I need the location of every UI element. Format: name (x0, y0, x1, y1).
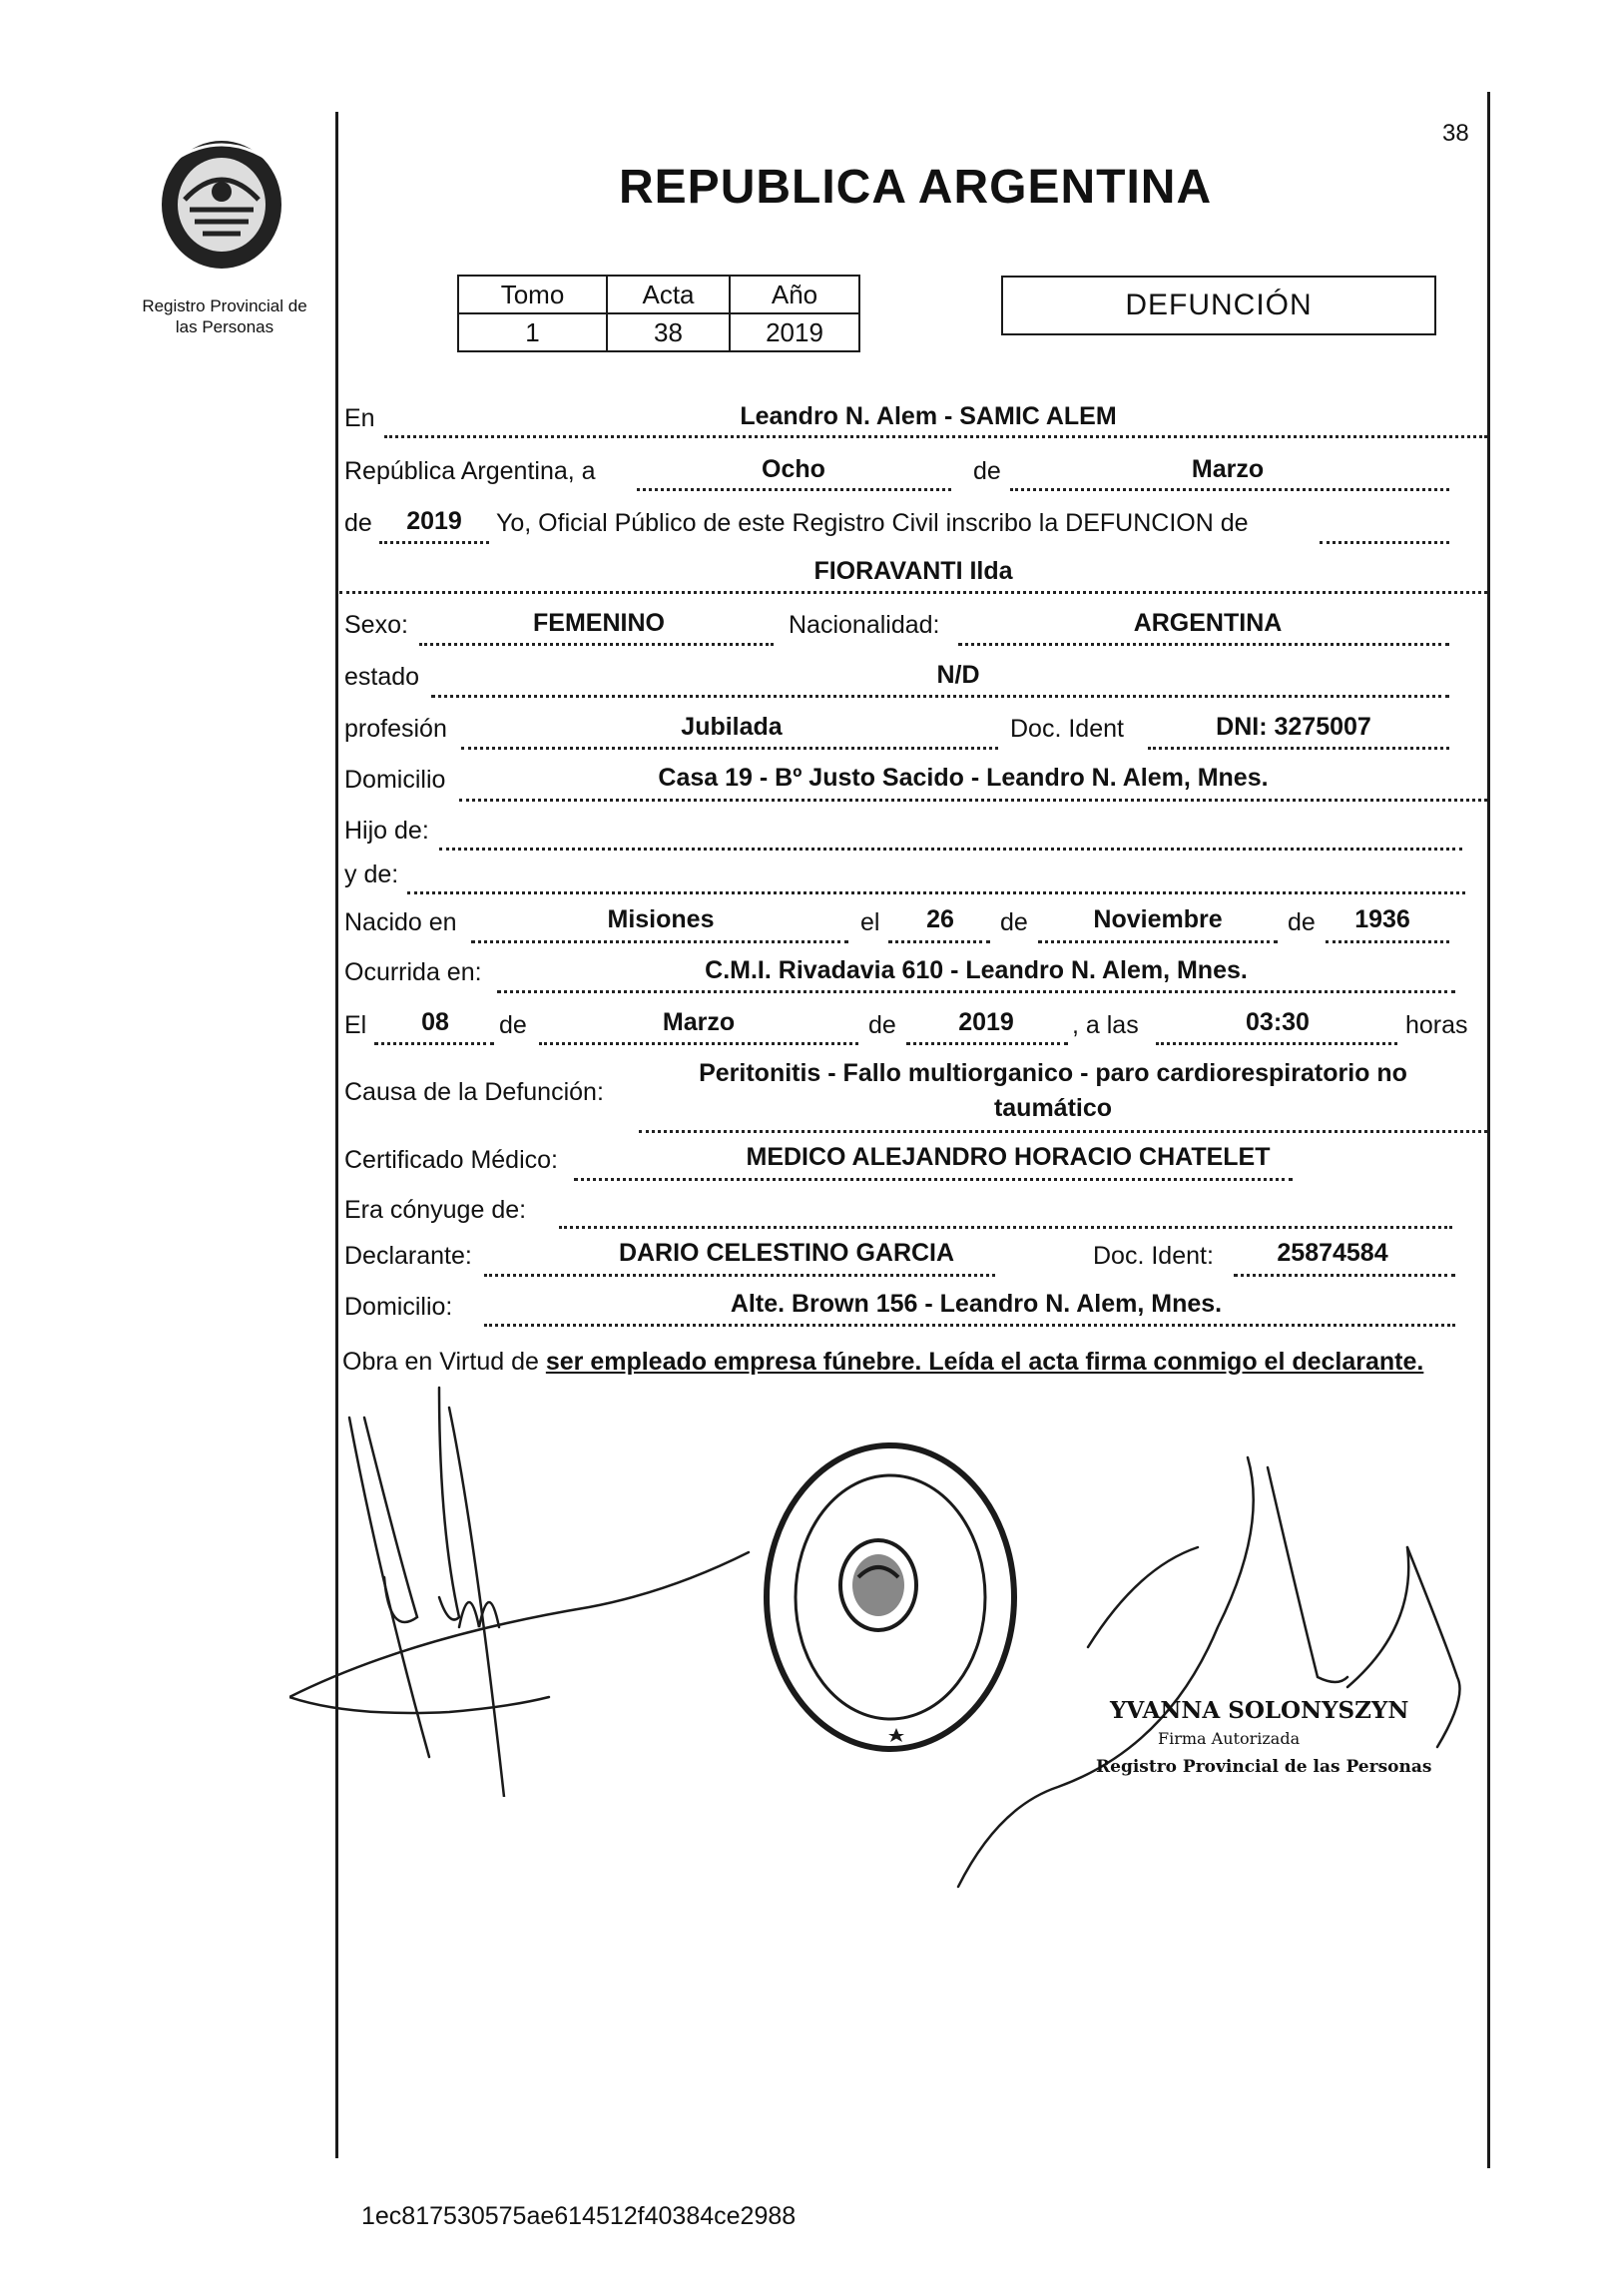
acta-value: 38 (607, 313, 730, 351)
conyuge-label: Era cónyuge de: (344, 1196, 527, 1224)
certificado-label: Certificado Médico: (344, 1146, 558, 1174)
obra-label: Obra en Virtud de (342, 1348, 539, 1376)
dotted-line (339, 591, 1487, 594)
domicilio-label: Domicilio (344, 766, 446, 794)
dotted-line (574, 1178, 1293, 1181)
estado-label: estado (344, 663, 420, 691)
month-value: Marzo (1191, 455, 1265, 483)
dotted-line (1010, 488, 1449, 491)
a-las-label: , a las (1072, 1011, 1139, 1039)
causa-value (654, 1056, 1452, 1126)
obra-text: ser empleado empresa fúnebre. Leída el acta firma conmigo el declarante. (545, 1348, 1424, 1376)
org-line-1: Registro Provincial de (142, 296, 307, 315)
dotted-line (1148, 747, 1449, 750)
dotted-line (1320, 541, 1449, 544)
signatory-organization: Registro Provincial de las Personas (1096, 1757, 1432, 1777)
dotted-line (559, 1226, 1452, 1229)
nacionalidad-value: ARGENTINA (1133, 609, 1283, 637)
dotted-line (1156, 1042, 1397, 1045)
el-label: El (344, 1011, 367, 1039)
year-value: 2019 (406, 507, 462, 535)
inscribe-text: Yo, Oficial Público de este Registro Civil inscribo la DEFUNCION de (496, 509, 1249, 537)
sexo-label: Sexo: (344, 611, 408, 639)
signatory-name: YVANNA SOLONYSZYN (1110, 1697, 1409, 1724)
dotted-line (459, 799, 1487, 802)
dotted-line (1326, 940, 1449, 943)
sexo-value: FEMENINO (533, 609, 665, 637)
declarante-value: DARIO CELESTINO GARCIA (618, 1239, 955, 1267)
tomo-label: Tomo (458, 276, 607, 313)
acta-label: Acta (607, 276, 730, 313)
de-label: de (868, 1011, 896, 1039)
dotted-line (958, 643, 1449, 646)
causa-label: Causa de la Defunción: (344, 1078, 604, 1106)
declarante-domicilio-label: Domicilio: (344, 1293, 453, 1321)
dotted-line (461, 747, 998, 750)
doc-ident-value: DNI: 3275007 (1216, 713, 1371, 741)
de-label: de (1000, 908, 1028, 936)
de-label: de (344, 509, 372, 537)
dotted-line (374, 1042, 494, 1045)
organization-name (120, 295, 329, 337)
de-label: de (973, 457, 1001, 485)
dotted-line (539, 1042, 858, 1045)
causa-line-2: taumático (993, 1094, 1113, 1122)
dotted-line (419, 643, 774, 646)
certificado-value: MEDICO ALEJANDRO HORACIO CHATELET (746, 1143, 1271, 1171)
death-month-value: Marzo (662, 1008, 736, 1036)
obra-paragraph (342, 1342, 1480, 1382)
horas-label: horas (1405, 1011, 1468, 1039)
dotted-line (1234, 1274, 1455, 1277)
deceased-name-value: FIORAVANTI Ilda (813, 557, 1013, 585)
page-number: 38 (1442, 120, 1469, 147)
ocurrida-value: C.M.I. Rivadavia 610 - Leandro N. Alem, Mnes. (705, 956, 1248, 984)
dotted-line (497, 990, 1455, 993)
death-day-value: 08 (421, 1008, 449, 1036)
birth-month-value: Noviembre (1093, 905, 1223, 933)
profesion-value: Jubilada (681, 713, 783, 741)
dotted-line (1038, 940, 1278, 943)
official-signature (938, 1447, 1477, 1897)
dotted-line (431, 695, 1449, 698)
domicilio-value: Casa 19 - Bº Justo Sacido - Leandro N. Alem, Mnes. (658, 764, 1269, 792)
republica-label: República Argentina, a (344, 457, 596, 485)
birth-day-value: 26 (926, 905, 954, 933)
left-margin-line (335, 112, 338, 2158)
death-time-value: 03:30 (1246, 1008, 1310, 1036)
de-label: de (1288, 908, 1316, 936)
document-hash: 1ec817530575ae614512f40384ce2988 (361, 2202, 797, 2230)
right-margin-line (1487, 92, 1490, 2168)
anio-label: Año (730, 276, 859, 313)
tomo-value: 1 (458, 313, 607, 351)
declarante-doc-value: 25874584 (1277, 1239, 1388, 1267)
dotted-line (484, 1324, 1455, 1327)
dotted-line (906, 1042, 1068, 1045)
dotted-line (407, 891, 1465, 894)
dotted-line (637, 488, 951, 491)
doc-ident-label: Doc. Ident (1010, 715, 1124, 743)
nacido-label: Nacido en (344, 908, 457, 936)
el-label: el (860, 908, 880, 936)
declarante-label: Declarante: (344, 1242, 472, 1270)
record-table (457, 275, 860, 352)
dotted-line (484, 1274, 995, 1277)
dotted-line (639, 1130, 1487, 1133)
declarante-domicilio-value: Alte. Brown 156 - Leandro N. Alem, Mnes. (730, 1290, 1223, 1318)
province-crest-logo (155, 130, 289, 275)
de-label: de (499, 1011, 527, 1039)
hijo-de-label: Hijo de: (344, 817, 429, 845)
signatory-role: Firma Autorizada (1158, 1729, 1301, 1748)
day-word-value: Ocho (762, 455, 825, 483)
estado-value: N/D (936, 661, 980, 689)
nacionalidad-label: Nacionalidad: (789, 611, 940, 639)
org-line-2: las Personas (175, 317, 274, 336)
nacido-lugar-value: Misiones (607, 905, 715, 933)
declarant-signature (289, 1378, 759, 1797)
dotted-line (471, 940, 848, 943)
dotted-line (888, 940, 990, 943)
declarante-doc-label: Doc. Ident: (1093, 1242, 1214, 1270)
ocurrida-label: Ocurrida en: (344, 958, 482, 986)
dotted-line (439, 848, 1462, 851)
birth-year-value: 1936 (1354, 905, 1410, 933)
anio-value: 2019 (730, 313, 859, 351)
record-type-box: DEFUNCIÓN (1001, 276, 1436, 335)
en-label: En (344, 404, 375, 432)
place-value: Leandro N. Alem - SAMIC ALEM (740, 402, 1117, 430)
dotted-line (384, 435, 1487, 438)
profesion-label: profesión (344, 715, 447, 743)
document-title: REPUBLICA ARGENTINA (619, 161, 1213, 214)
y-de-label: y de: (344, 861, 399, 888)
causa-line-1: Peritonitis - Fallo multiorganico - paro cardiorespiratorio no (699, 1059, 1407, 1087)
death-year-value: 2019 (958, 1008, 1014, 1036)
dotted-line (379, 541, 489, 544)
